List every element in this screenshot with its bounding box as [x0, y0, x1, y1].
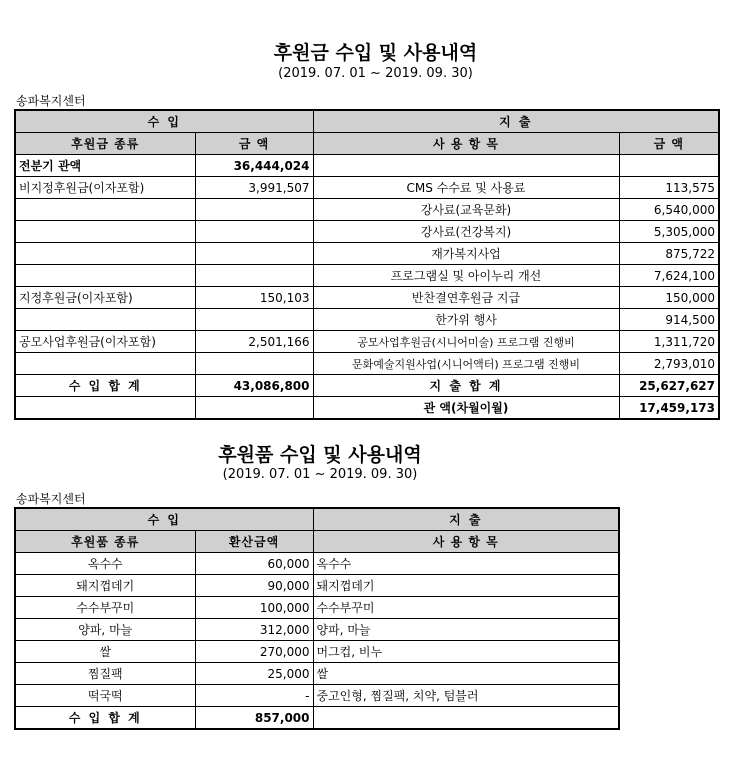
income-amount [195, 353, 313, 375]
income-amount [195, 309, 313, 331]
col-amount-expense: 금 액 [619, 133, 719, 155]
table-row [15, 287, 719, 309]
goods-type: 쌀 [15, 641, 195, 663]
expense-amount: 2,793,010 [619, 353, 719, 375]
table-row [15, 177, 719, 199]
goods-title: 후원품 수입 및 사용내역 [218, 444, 422, 466]
expense-amount: 875,722 [619, 243, 719, 265]
income-amount: 150,103 [195, 287, 313, 309]
table-row [15, 155, 719, 177]
income-type [15, 243, 195, 265]
expense-item: 강사료(건강복지) [313, 221, 619, 243]
goods-amount: 60,000 [195, 553, 313, 575]
table-row [15, 331, 719, 353]
income-amount [195, 199, 313, 221]
income-amount: 2,501,166 [195, 331, 313, 353]
income-amount [195, 265, 313, 287]
goods-amount: 100,000 [195, 597, 313, 619]
goods-usage: 양파, 마늘 [313, 619, 619, 641]
expense-item: 프로그램실 및 아이누리 개선 [313, 265, 619, 287]
goods-type: 옥수수 [15, 553, 195, 575]
goods-usage: 중고인형, 찜질팩, 치약, 텀블러 [313, 685, 619, 707]
donation-org: 송파복지센터 [16, 94, 86, 108]
goods-org: 송파복지센터 [16, 492, 86, 506]
goods-usage: 옥수수 [313, 553, 619, 575]
balance-row [15, 397, 719, 420]
goods-type: 떡국떡 [15, 685, 195, 707]
goods-income-header: 수 입 [15, 508, 313, 531]
col-donation-type: 후원금 종류 [15, 133, 195, 155]
table-row [15, 597, 619, 619]
income-type [15, 221, 195, 243]
income-amount: 36,444,024 [195, 155, 313, 177]
goods-amount: 270,000 [195, 641, 313, 663]
income-type [15, 199, 195, 221]
expense-header: 지 출 [313, 110, 719, 133]
income-amount [195, 243, 313, 265]
table-row [15, 619, 619, 641]
col-converted-amount: 환산금액 [195, 531, 313, 553]
income-type [15, 265, 195, 287]
donation-title: 후원금 수입 및 사용내역 [273, 42, 478, 64]
income-amount [195, 221, 313, 243]
donation-table [14, 109, 720, 420]
goods-usage: 쌀 [313, 663, 619, 685]
expense-item [313, 155, 619, 177]
balance-label: 관 액(차월이월) [313, 397, 619, 420]
income-type: 지정후원금(이자포함) [15, 287, 195, 309]
expense-item: 강사료(교육문화) [313, 199, 619, 221]
totals-row [15, 375, 719, 397]
goods-type: 양파, 마늘 [15, 619, 195, 641]
expense-total-label: 지 출 합 계 [313, 375, 619, 397]
col-goods-usage-item: 사 용 항 목 [313, 531, 619, 553]
goods-income-total-label: 수 입 합 계 [15, 707, 195, 730]
expense-amount: 1,311,720 [619, 331, 719, 353]
goods-table [14, 507, 620, 730]
income-total: 43,086,800 [195, 375, 313, 397]
table-row [15, 265, 719, 287]
blank-cell [15, 397, 195, 420]
expense-amount: 150,000 [619, 287, 719, 309]
goods-usage: 수수부꾸미 [313, 597, 619, 619]
goods-amount: 90,000 [195, 575, 313, 597]
blank-cell [313, 707, 619, 730]
expense-amount: 5,305,000 [619, 221, 719, 243]
goods-type: 찜질팩 [15, 663, 195, 685]
table-row [15, 243, 719, 265]
col-goods-type: 후원품 종류 [15, 531, 195, 553]
income-total-label: 수 입 합 계 [15, 375, 195, 397]
blank-cell [195, 397, 313, 420]
income-type: 비지정후원금(이자포함) [15, 177, 195, 199]
goods-income-total: 857,000 [195, 707, 313, 730]
expense-amount [619, 155, 719, 177]
balance-amount: 17,459,173 [619, 397, 719, 420]
income-header: 수 입 [15, 110, 313, 133]
col-usage-item: 사 용 항 목 [313, 133, 619, 155]
goods-expense-header: 지 출 [313, 508, 619, 531]
table-row [15, 199, 719, 221]
table-row [15, 663, 619, 685]
income-type: 공모사업후원금(이자포함) [15, 331, 195, 353]
col-amount: 금 액 [195, 133, 313, 155]
table-row [15, 553, 619, 575]
income-type: 전분기 관액 [15, 155, 195, 177]
table-row [15, 309, 719, 331]
expense-total: 25,627,627 [619, 375, 719, 397]
income-amount: 3,991,507 [195, 177, 313, 199]
expense-item: 재가복지사업 [313, 243, 619, 265]
expense-item: 공모사업후원금(시니어미술) 프로그램 진행비 [313, 331, 619, 353]
income-type [15, 309, 195, 331]
goods-amount: 25,000 [195, 663, 313, 685]
table-row [15, 575, 619, 597]
goods-amount: 312,000 [195, 619, 313, 641]
donation-period: (2019. 07. 01 ~ 2019. 09. 30) [278, 66, 473, 81]
expense-item: 반찬결연후원금 지급 [313, 287, 619, 309]
expense-item: 한가위 행사 [313, 309, 619, 331]
table-row [15, 221, 719, 243]
table-row [15, 641, 619, 663]
goods-usage: 돼지껍데기 [313, 575, 619, 597]
income-type [15, 353, 195, 375]
expense-amount: 7,624,100 [619, 265, 719, 287]
expense-item: CMS 수수료 및 사용료 [313, 177, 619, 199]
expense-amount: 6,540,000 [619, 199, 719, 221]
expense-amount: 914,500 [619, 309, 719, 331]
expense-item: 문화예술지원사업(시니어액터) 프로그램 진행비 [313, 353, 619, 375]
goods-amount: - [195, 685, 313, 707]
goods-type: 돼지껍데기 [15, 575, 195, 597]
goods-usage: 머그컵, 비누 [313, 641, 619, 663]
table-row [15, 685, 619, 707]
goods-period: (2019. 07. 01 ~ 2019. 09. 30) [222, 467, 418, 482]
table-row [15, 353, 719, 375]
expense-amount: 113,575 [619, 177, 719, 199]
totals-row [15, 707, 619, 730]
goods-type: 수수부꾸미 [15, 597, 195, 619]
